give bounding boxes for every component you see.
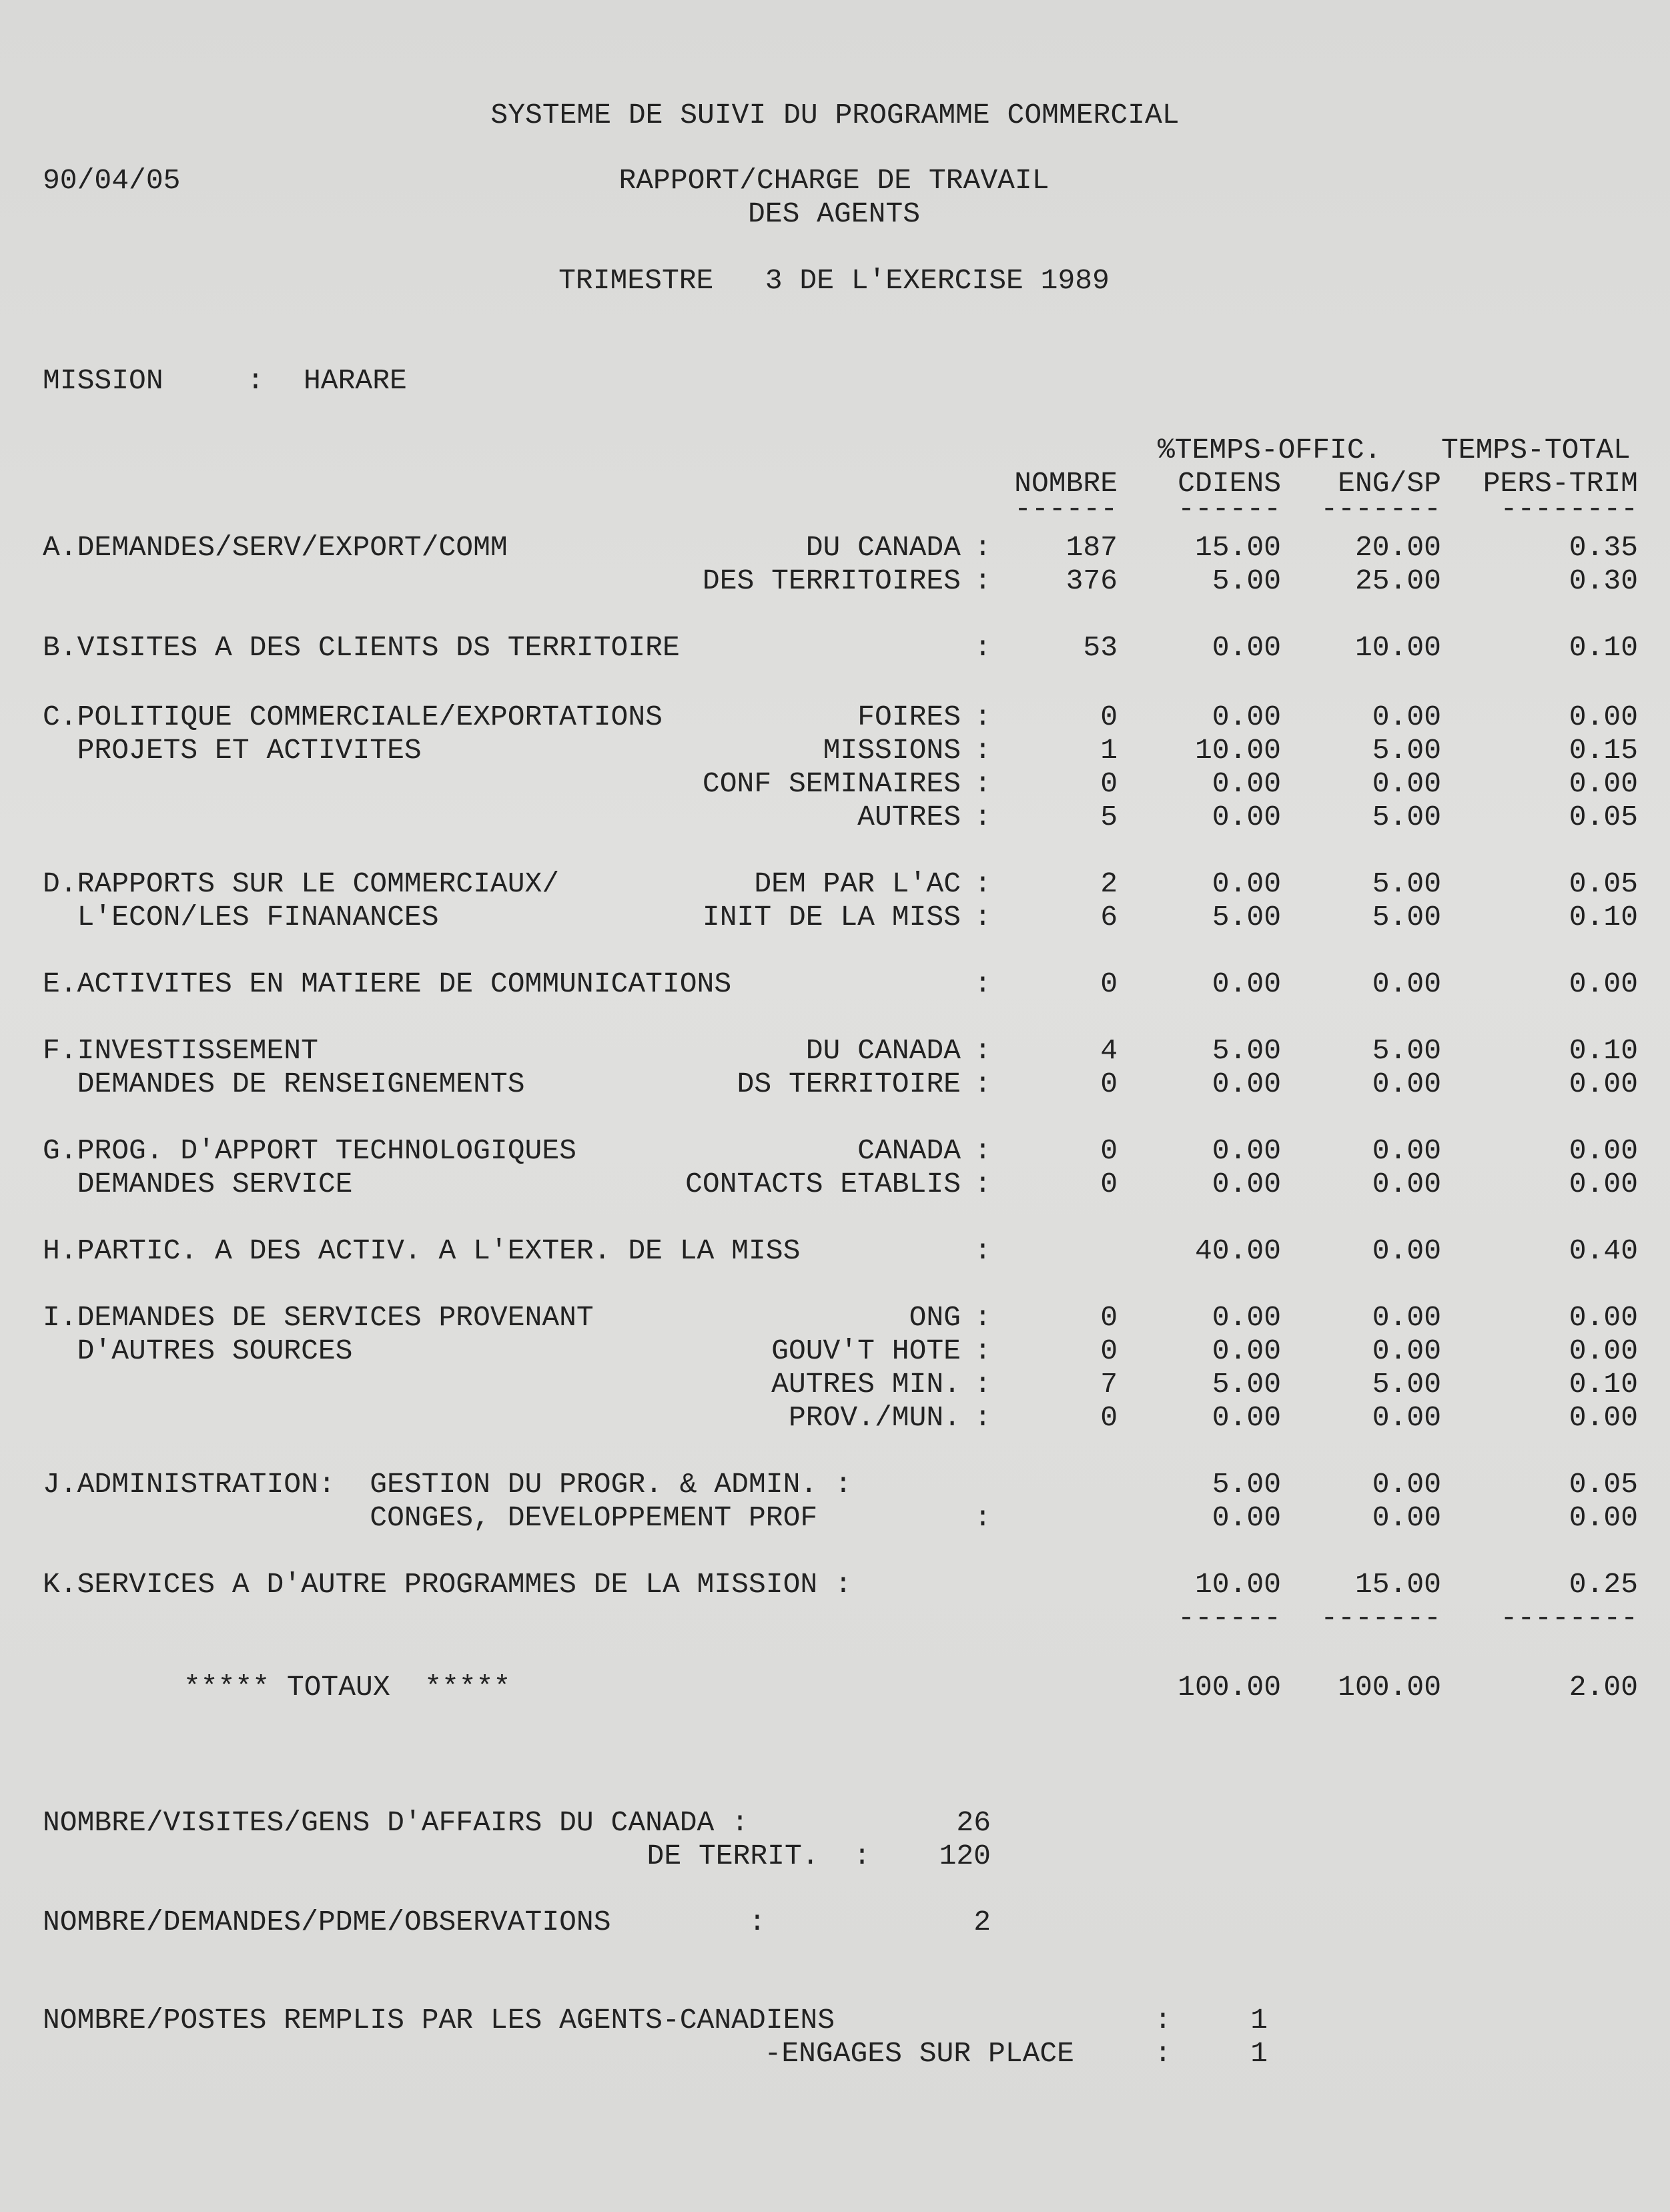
mission-value: HARARE xyxy=(304,364,407,397)
header-engsp: ENG/SP xyxy=(1338,467,1441,500)
row-engsp: 0.00 xyxy=(1372,1301,1441,1334)
row-nombre: 0 xyxy=(1100,1134,1118,1167)
row-label-right: ONG xyxy=(909,1301,961,1334)
row-engsp: 25.00 xyxy=(1354,565,1441,597)
row-colon: : xyxy=(974,1335,991,1367)
row-colon: : xyxy=(974,531,991,564)
row-colon: : xyxy=(974,767,991,800)
report-title: SYSTEME DE SUIVI DU PROGRAMME COMMERCIAL xyxy=(490,99,1180,131)
row-label-right xyxy=(600,968,961,1001)
footer-postes-canadiens-sep: : xyxy=(1154,2004,1172,2037)
row-label-right: DU CANADA xyxy=(805,531,961,564)
row-nombre xyxy=(1001,1501,1118,1535)
row-label-left: F.INVESTISSEMENT xyxy=(43,1034,318,1067)
row-pers-trim: 0.10 xyxy=(1569,1368,1638,1401)
row-pers-trim: 0.00 xyxy=(1569,767,1638,800)
row-nombre: 4 xyxy=(1100,1034,1118,1067)
row-cdiens: 0.00 xyxy=(1212,631,1281,664)
row-label-left: K.SERVICES A D'AUTRE PROGRAMMES DE LA MISSION : xyxy=(43,1568,852,1601)
row-label-right: INIT DE LA MISS xyxy=(702,901,961,934)
row-pers-trim: 0.00 xyxy=(1569,1068,1638,1100)
row-colon: : xyxy=(974,734,991,767)
row-engsp: 15.00 xyxy=(1354,1568,1441,1601)
row-nombre xyxy=(1001,1568,1118,1601)
row-colon: : xyxy=(974,701,991,733)
row-engsp: 0.00 xyxy=(1372,1134,1441,1167)
footer-postes-canadiens-label: NOMBRE/POSTES REMPLIS PAR LES AGENTS-CANADIENS xyxy=(43,2004,835,2037)
row-cdiens: 10.00 xyxy=(1194,734,1281,767)
row-colon: : xyxy=(974,1134,991,1167)
row-colon: : xyxy=(974,968,991,1000)
totals-rule-engsp: ------- xyxy=(1320,1601,1441,1634)
row-label-left: B.VISITES A DES CLIENTS DS TERRITOIRE xyxy=(43,631,680,664)
header-cdiens: CDIENS xyxy=(1178,467,1281,500)
row-pers-trim: 0.00 xyxy=(1569,1335,1638,1367)
row-label-right xyxy=(600,1234,961,1268)
row-colon: : xyxy=(974,1501,991,1534)
row-pers-trim: 0.40 xyxy=(1569,1234,1638,1267)
row-colon: : xyxy=(974,1401,991,1434)
row-nombre: 0 xyxy=(1100,701,1118,733)
row-engsp: 5.00 xyxy=(1372,867,1441,900)
row-pers-trim: 0.25 xyxy=(1569,1568,1638,1601)
row-engsp: 0.00 xyxy=(1372,968,1441,1000)
row-engsp: 5.00 xyxy=(1372,1368,1441,1401)
row-engsp: 0.00 xyxy=(1372,1335,1441,1367)
row-pers-trim: 0.00 xyxy=(1569,968,1638,1000)
row-nombre: 0 xyxy=(1100,1401,1118,1434)
row-label-left: A.DEMANDES/SERV/EXPORT/COMM xyxy=(43,531,508,564)
footer-postes-canadiens-value: 1 xyxy=(1250,2004,1268,2037)
header-rule-engsp: ------- xyxy=(1320,492,1441,525)
row-nombre xyxy=(1001,1468,1118,1501)
row-cdiens: 0.00 xyxy=(1212,1134,1281,1167)
row-label-left: E.ACTIVITES EN MATIERE DE COMMUNICATIONS xyxy=(43,968,732,1000)
footer-engages-sep: : xyxy=(1154,2037,1172,2070)
row-nombre: 0 xyxy=(1100,968,1118,1000)
row-cdiens: 0.00 xyxy=(1212,1501,1281,1534)
header-nombre: NOMBRE xyxy=(1014,467,1118,500)
row-pers-trim: 0.00 xyxy=(1569,701,1638,733)
row-engsp: 5.00 xyxy=(1372,1034,1441,1067)
header-rule-cdiens: ------ xyxy=(1178,492,1281,525)
row-pers-trim: 0.15 xyxy=(1569,734,1638,767)
row-colon xyxy=(974,1568,1001,1601)
row-label-left: I.DEMANDES DE SERVICES PROVENANT xyxy=(43,1301,594,1334)
row-cdiens: 0.00 xyxy=(1212,968,1281,1000)
row-label-right xyxy=(600,631,961,665)
row-cdiens: 40.00 xyxy=(1194,1234,1281,1267)
row-cdiens: 5.00 xyxy=(1212,1368,1281,1401)
row-nombre: 0 xyxy=(1100,1168,1118,1200)
row-label-right: AUTRES MIN. xyxy=(771,1368,961,1401)
row-nombre: 1 xyxy=(1100,734,1118,767)
row-label-right: DEM PAR L'AC xyxy=(754,867,961,900)
row-engsp: 5.00 xyxy=(1372,901,1441,934)
row-nombre xyxy=(1001,1234,1118,1268)
row-label-right: GOUV'T HOTE xyxy=(771,1335,961,1367)
row-colon xyxy=(974,1468,1001,1501)
row-engsp: 5.00 xyxy=(1372,734,1441,767)
row-cdiens: 0.00 xyxy=(1212,1335,1281,1367)
row-pers-trim: 0.00 xyxy=(1569,1401,1638,1434)
row-engsp: 0.00 xyxy=(1372,1501,1441,1534)
row-label-left: DEMANDES SERVICE xyxy=(43,1168,353,1200)
row-cdiens: 0.00 xyxy=(1212,1401,1281,1434)
row-label-right: DES TERRITOIRES xyxy=(702,565,961,597)
row-cdiens: 0.00 xyxy=(1212,1168,1281,1200)
row-nombre: 0 xyxy=(1100,1301,1118,1334)
row-label-right xyxy=(600,1501,961,1535)
row-label-right: CONTACTS ETABLIS xyxy=(685,1168,961,1200)
row-label-left: C.POLITIQUE COMMERCIALE/EXPORTATIONS xyxy=(43,701,663,733)
row-label-right: FOIRES xyxy=(857,701,961,733)
row-label-left: D.RAPPORTS SUR LE COMMERCIAUX/ xyxy=(43,867,560,900)
row-label-right: PROV./MUN. xyxy=(788,1401,961,1434)
row-label-left: H.PARTIC. A DES ACTIV. A L'EXTER. DE LA MISS xyxy=(43,1234,801,1267)
row-colon: : xyxy=(974,1234,991,1267)
row-label-right: MISSIONS xyxy=(823,734,961,767)
header-temps-total: TEMPS-TOTAL xyxy=(1441,434,1631,466)
header-pers-trim: PERS-TRIM xyxy=(1483,467,1638,500)
row-label-left: PROJETS ET ACTIVITES xyxy=(43,734,422,767)
row-colon: : xyxy=(974,1368,991,1401)
row-pers-trim: 0.10 xyxy=(1569,901,1638,934)
row-label-left: CONGES, DEVELOPPEMENT PROF xyxy=(43,1501,818,1534)
footer-demandes-label: NOMBRE/DEMANDES/PDME/OBSERVATIONS : xyxy=(43,1906,766,1938)
row-nombre: 187 xyxy=(1066,531,1118,564)
row-pers-trim: 0.10 xyxy=(1569,631,1638,664)
row-label-left: D'AUTRES SOURCES xyxy=(43,1335,353,1367)
row-nombre: 0 xyxy=(1100,1068,1118,1100)
row-pers-trim: 0.00 xyxy=(1569,1301,1638,1334)
footer-visits-territ-value: 120 xyxy=(939,1840,991,1872)
row-cdiens: 5.00 xyxy=(1212,1034,1281,1067)
row-pers-trim: 0.35 xyxy=(1569,531,1638,564)
row-cdiens: 0.00 xyxy=(1212,767,1281,800)
row-pers-trim: 0.10 xyxy=(1569,1034,1638,1067)
row-cdiens: 0.00 xyxy=(1212,1068,1281,1100)
row-nombre: 0 xyxy=(1100,1335,1118,1367)
row-nombre: 2 xyxy=(1100,867,1118,900)
row-colon: : xyxy=(974,565,991,597)
row-cdiens: 15.00 xyxy=(1194,531,1281,564)
row-label-right: CANADA xyxy=(857,1134,961,1167)
row-label-left: L'ECON/LES FINANANCES xyxy=(43,901,439,934)
row-engsp: 5.00 xyxy=(1372,801,1441,833)
row-engsp: 0.00 xyxy=(1372,1234,1441,1267)
report-subtitle-1: RAPPORT/CHARGE DE TRAVAIL xyxy=(618,164,1050,197)
footer-engages-label: -ENGAGES SUR PLACE xyxy=(764,2037,1074,2070)
row-label-right: CONF SEMINAIRES xyxy=(702,767,961,800)
row-label-left: J.ADMINISTRATION: GESTION DU PROGR. & ADMIN. : xyxy=(43,1468,852,1501)
row-engsp: 0.00 xyxy=(1372,1068,1441,1100)
row-cdiens: 5.00 xyxy=(1212,901,1281,934)
row-nombre: 6 xyxy=(1100,901,1118,934)
footer-engages-value: 1 xyxy=(1250,2037,1268,2070)
totals-cdiens: 100.00 xyxy=(1178,1671,1281,1704)
row-colon: : xyxy=(974,1034,991,1067)
row-colon: : xyxy=(974,1301,991,1334)
row-engsp: 20.00 xyxy=(1354,531,1441,564)
row-cdiens: 10.00 xyxy=(1194,1568,1281,1601)
row-pers-trim: 0.30 xyxy=(1569,565,1638,597)
report-subtitle-2: DES AGENTS xyxy=(747,198,921,230)
row-label-right xyxy=(600,1468,961,1501)
row-engsp: 0.00 xyxy=(1372,1468,1441,1501)
report-period: TRIMESTRE 3 DE L'EXERCISE 1989 xyxy=(558,264,1110,297)
footer-visits-canada-label: NOMBRE/VISITES/GENS D'AFFAIRS DU CANADA : xyxy=(43,1806,749,1839)
row-cdiens: 5.00 xyxy=(1212,1468,1281,1501)
row-label-right: DU CANADA xyxy=(805,1034,961,1067)
row-pers-trim: 0.05 xyxy=(1569,801,1638,833)
row-pers-trim: 0.00 xyxy=(1569,1501,1638,1534)
row-colon: : xyxy=(974,1168,991,1200)
mission-label: MISSION xyxy=(43,364,163,397)
row-colon: : xyxy=(974,801,991,833)
footer-visits-canada-value: 26 xyxy=(956,1806,991,1839)
mission-separator: : xyxy=(247,364,264,397)
totals-rule-pers: -------- xyxy=(1500,1601,1638,1634)
row-engsp: 0.00 xyxy=(1372,767,1441,800)
totals-rule-cdiens: ------ xyxy=(1178,1601,1281,1634)
row-cdiens: 5.00 xyxy=(1212,565,1281,597)
row-nombre: 7 xyxy=(1100,1368,1118,1401)
row-label-left: G.PROG. D'APPORT TECHNOLOGIQUES xyxy=(43,1134,576,1167)
row-cdiens: 0.00 xyxy=(1212,801,1281,833)
row-colon: : xyxy=(974,901,991,934)
totals-pers: 2.00 xyxy=(1569,1671,1638,1704)
row-pers-trim: 0.00 xyxy=(1569,1168,1638,1200)
row-cdiens: 0.00 xyxy=(1212,867,1281,900)
footer-visits-territ-label: DE TERRIT. : xyxy=(647,1840,871,1872)
row-nombre: 0 xyxy=(1100,767,1118,800)
row-nombre: 53 xyxy=(1083,631,1118,664)
totals-engsp: 100.00 xyxy=(1338,1671,1441,1704)
report-date: 90/04/05 xyxy=(43,164,181,197)
row-engsp: 10.00 xyxy=(1354,631,1441,664)
row-colon: : xyxy=(974,867,991,900)
header-rule-pers: -------- xyxy=(1500,492,1638,525)
row-colon: : xyxy=(974,1068,991,1100)
row-nombre: 5 xyxy=(1100,801,1118,833)
row-engsp: 0.00 xyxy=(1372,701,1441,733)
footer-demandes-value: 2 xyxy=(973,1906,991,1938)
header-temps-offic: %TEMPS-OFFIC. xyxy=(1158,434,1382,466)
header-rule-nombre: ------ xyxy=(1014,492,1118,525)
row-nombre: 376 xyxy=(1066,565,1118,597)
row-colon: : xyxy=(974,631,991,664)
row-label-right: DS TERRITOIRE xyxy=(737,1068,961,1100)
row-label-left: DEMANDES DE RENSEIGNEMENTS xyxy=(43,1068,525,1100)
totals-label: ***** TOTAUX ***** xyxy=(183,1671,511,1704)
row-pers-trim: 0.00 xyxy=(1569,1134,1638,1167)
row-engsp: 0.00 xyxy=(1372,1168,1441,1200)
row-label-right: AUTRES xyxy=(857,801,961,833)
row-cdiens: 0.00 xyxy=(1212,701,1281,733)
row-label-right xyxy=(600,1568,961,1601)
row-engsp: 0.00 xyxy=(1372,1401,1441,1434)
row-pers-trim: 0.05 xyxy=(1569,1468,1638,1501)
row-pers-trim: 0.05 xyxy=(1569,867,1638,900)
row-cdiens: 0.00 xyxy=(1212,1301,1281,1334)
